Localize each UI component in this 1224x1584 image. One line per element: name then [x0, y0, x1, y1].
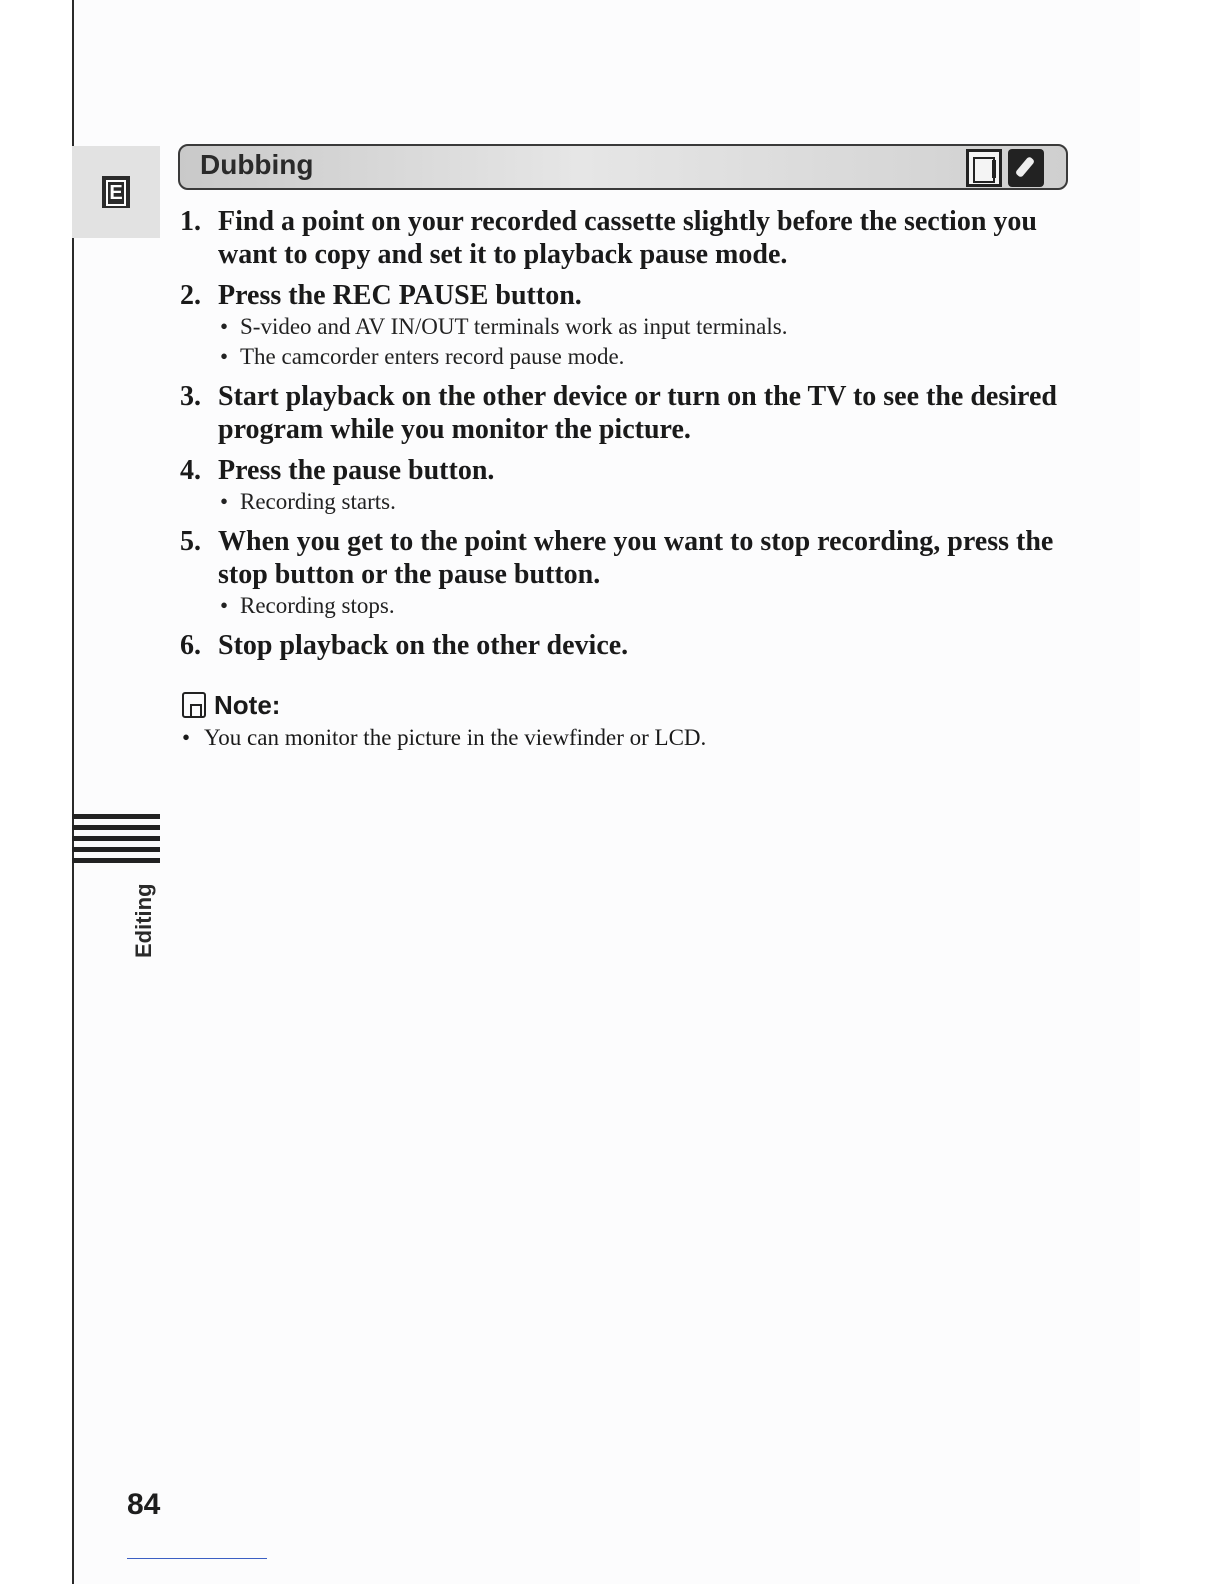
step-bullet: • S-video and AV IN/OUT terminals work as input terminals. [218, 312, 1070, 342]
title-icons [966, 149, 1044, 187]
language-indicator [102, 176, 130, 208]
note-heading [182, 688, 1042, 722]
step-text: Press the pause button. [218, 455, 495, 486]
step-bullet: • The camcorder enters record pause mode. [218, 342, 1070, 372]
note-item: • You can monitor the picture in the viewfinder or LCD. [182, 722, 1042, 754]
note-heading-text: Note: [214, 689, 281, 720]
step-text: Press the REC PAUSE button. [218, 280, 582, 311]
marker-bar [72, 836, 160, 841]
page-number: 84 [127, 1488, 161, 1521]
section-marker-bars [72, 814, 160, 869]
step-number: 4. [180, 455, 201, 486]
page-title: Dubbing [200, 149, 314, 180]
step-number: 3. [180, 381, 201, 412]
step-1 [180, 205, 1070, 271]
marker-bar [72, 858, 160, 863]
step-3 [180, 380, 1070, 446]
marker-bar [72, 814, 160, 819]
remote-control-icon [1008, 149, 1044, 187]
instruction-steps [180, 205, 1070, 662]
note-section [182, 688, 1042, 754]
bottom-rule [127, 1558, 267, 1559]
section-title-bar [178, 144, 1068, 190]
step-number: 2. [180, 280, 201, 311]
marker-bar [72, 847, 160, 852]
step-6 [180, 629, 1070, 662]
note-icon [182, 692, 206, 718]
step-5 [180, 525, 1070, 621]
step-bullet: • Recording starts. [218, 487, 1070, 517]
step-number: 5. [180, 526, 201, 557]
step-bullet: • Recording stops. [218, 591, 1070, 621]
step-2 [180, 279, 1070, 372]
step-text: Stop playback on the other device. [218, 630, 629, 661]
tape-icon [966, 149, 1002, 187]
step-number: 1. [180, 206, 201, 237]
section-label: Editing [131, 883, 156, 958]
step-text: Start playback on the other device or turn on the TV to see the desired program while you monitor the picture. [218, 381, 1057, 445]
step-number: 6. [180, 630, 201, 661]
step-text: Find a point on your recorded cassette slightly before the section you want to copy and set it to playback pause mode. [218, 206, 1037, 270]
marker-bar [72, 825, 160, 830]
language-letter: E [106, 180, 126, 206]
step-text: When you get to the point where you want to stop recording, press the stop button or the pause button. [218, 526, 1054, 590]
step-4 [180, 454, 1070, 517]
